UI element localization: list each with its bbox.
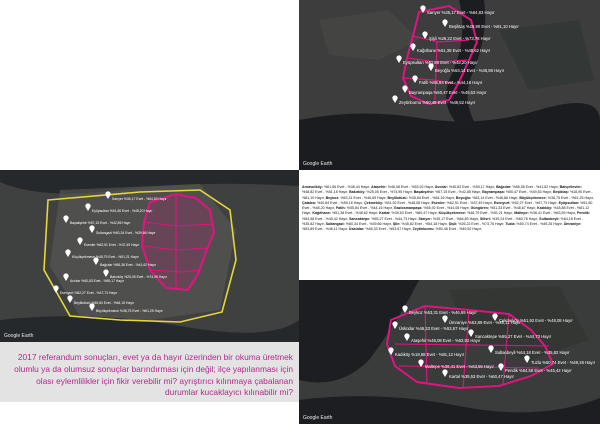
district-result: %55,27 Evet - %44,73 Hayır — [371, 216, 417, 221]
map-district-label: Sarıyer %35,17 Evet - %64,83 Hayır — [427, 10, 495, 15]
district-name: Çekmeköy: — [364, 200, 385, 205]
district-result: %53,89 Evet - %46,11 Hayır — [302, 227, 347, 232]
map-district-label: Kadıköy %18,88 Evet - %81,12 Hayır — [395, 352, 465, 357]
result-item: Beyoğlu: %53,14 Evet - %46,86 Hayır, — [455, 195, 520, 200]
map-district-label: Esenler %62,51 Evet - %37,49 Hayır — [84, 243, 140, 247]
district-result: %57,15 Evet - %42,85 Hayır — [435, 190, 481, 195]
district-result: %54,58 Evet - %45,42 Hayır — [302, 216, 348, 221]
district-name: Üsküdar: — [348, 227, 366, 232]
result-item: Esenyurt: %52,27 Evet - %47,73 Hayır, — [493, 200, 559, 205]
map-district-label: Büyükçekmece %38,75 Evet - %61,25 Hayır — [96, 309, 163, 313]
satellite-map — [0, 170, 299, 342]
district-result: %51,38 Evet - %48,62 Hayır — [331, 211, 378, 216]
result-item: Maltepe: %36,41 Evet - %63,59 Hayır, — [514, 211, 577, 216]
result-item: Bayrampaşa: %50,47 Evet - %49,53 Hayır, — [482, 190, 553, 195]
map-district-label: Sultangazi %60,34 Evet - %39,66 Hayır — [96, 231, 156, 235]
district-name: Ataşehir: — [371, 185, 388, 189]
district-name: Fatih: — [335, 206, 347, 211]
district-name: Tuzla: — [505, 222, 517, 227]
result-item: Güngören: %51,33 Evet - %48,67 Hayır, — [470, 206, 538, 211]
referendum-results-list — [302, 185, 594, 233]
map-district-label: Eyüpsultan %51,80 Evet - %48,20 Hayır — [92, 209, 153, 213]
district-name: Esenler: — [431, 200, 447, 205]
result-item: Sultanbeyli: %64,18 Evet - %35,82 Hayır, — [302, 216, 584, 227]
district-result: %35,17 Evet - %64,83 Hayır — [432, 216, 479, 221]
google-earth-logo: Google Earth — [4, 333, 34, 339]
map-district-label: Bakırköy %25,05 Evet - %74,95 Hayır — [110, 275, 167, 279]
result-item: Beylikdüzü: %35,84 Evet - %64,16 Hayır, — [387, 195, 456, 200]
map-district-label: Sarıyer %35,17 Evet - %64,83 Hayır — [112, 197, 167, 201]
map-district-label: Bağcılar %58,38 Evet - %41,62 Hayır — [100, 263, 157, 267]
result-item: Arnavutköy: %61,56 Evet - %38,44 Hayır, — [302, 185, 372, 189]
map-district-label: Fatih %55,84 Evet - %44,16 Hayır — [419, 80, 483, 85]
district-result: %53,31 Evet - %46,69 Hayır — [340, 195, 386, 200]
map-district-label: Avcılar %40,83 Evet - %59,17 Hayır — [70, 279, 125, 283]
result-item: Sarıyer: %35,17 Evet - %64,83 Hayır, — [418, 216, 481, 221]
map-district-label: Beykoz %53,31 Evet - %46,69 Hayır — [409, 310, 477, 315]
map-district-label: Ataşehir %46,08 Evet - %53,92 Hayır — [411, 338, 481, 343]
map-district-label: Maltepe %36,41 Evet - %63,59 Hayır — [425, 364, 494, 369]
district-result: %58,38 Evet - %41,62 Hayır — [512, 185, 558, 189]
district-name: Sultangazi: — [325, 222, 346, 227]
caption-box — [0, 342, 299, 402]
result-item: Beşiktaş: %18,90 Evet - %81,10 Hayır, — [302, 190, 593, 200]
google-earth-logo: Google Earth — [303, 161, 333, 167]
map-district-label: Sultanbeyli %64,18 Evet - %35,82 Hayır — [495, 350, 570, 355]
district-name: Ümraniye: — [563, 222, 582, 227]
result-item: Büyükçekmece: %38,75 Evet - %61,25 Hayır, — [519, 195, 594, 200]
result-item: Pendik: %54,58 Evet - %45,42 Hayır, — [302, 211, 590, 221]
map-district-label: Kartal %39,53 Evet - %60,47 Hayır — [449, 374, 514, 379]
district-result: %50,48 Evet - %49,52 Hayır — [435, 227, 481, 232]
district-name: Beyoğlu: — [455, 195, 473, 200]
district-name: Maltepe: — [514, 211, 530, 216]
district-name: Beylikdüzü: — [387, 195, 409, 200]
result-item: Kartal: %39,53 Evet - %60,47 Hayır, — [379, 211, 439, 216]
google-earth-logo: Google Earth — [303, 415, 333, 421]
district-result: %55,84 Evet - %44,16 Hayır — [346, 206, 392, 211]
district-result: %39,24 Evet - %60,76 Hayır — [492, 216, 538, 221]
result-item: Esenler: %62,51 Evet - %37,49 Hayır, — [431, 200, 494, 205]
district-result: %18,90 Evet - %81,10 Hayır — [302, 190, 593, 200]
district-result: %61,56 Evet - %38,44 Hayır — [323, 185, 370, 189]
map-panel-european-side[interactable] — [0, 170, 299, 342]
district-result: %35,84 Evet - %64,16 Hayır — [408, 195, 454, 200]
district-name: Büyükçekmece: — [519, 195, 548, 200]
district-name: Sultanbeyli: — [539, 216, 561, 221]
map-district-label: Tuzla %50,74 Evet - %49,26 Hayır — [531, 360, 596, 365]
map-district-label: Esenyurt %52,27 Evet - %47,73 Hayır — [60, 291, 118, 295]
district-name: Bağcılar: — [496, 185, 513, 189]
map-district-label: Küçükçekmece %48,79 Evet - %51,21 Hayır — [72, 255, 139, 259]
result-item: Kadıköy: %18,88 Evet - %81,12 Hayır, — [302, 206, 590, 216]
district-result: %40,83 Evet - %59,17 Hayır — [448, 185, 495, 189]
result-item: Tuzla: %50,74 Evet - %49,26 Hayır, — [505, 222, 564, 227]
result-item: Zeytinburnu: %50,48 Evet - %49,52 Hayır, — [412, 227, 482, 232]
district-name: Kadıköy: — [537, 206, 554, 211]
district-result: %26,22 Evet - %73,78 Hayır — [458, 222, 504, 227]
district-name: Beykoz: — [325, 195, 341, 200]
district-name: Güngören: — [470, 206, 490, 211]
district-result: %51,33 Evet - %48,67 Hayır — [490, 206, 536, 211]
district-name: Bakırköy: — [349, 190, 367, 195]
district-result: %48,82 Evet - %51,18 Hayır — [302, 190, 348, 195]
result-item: Şişli: %26,22 Evet - %73,78 Hayır, — [448, 222, 506, 227]
map-district-label: Ümraniye %53,89 Evet - %46,11 Hayır — [449, 320, 521, 325]
satellite-map — [299, 280, 600, 424]
result-item: Başakşehir: %57,15 Evet - %42,85 Hayır, — [413, 190, 483, 195]
district-name: Bayrampaşa: — [482, 190, 506, 195]
map-district-label: Beylikdüzü %35,84 Evet - %64,16 Hayır — [74, 301, 135, 305]
district-result: %51,80 Evet - %48,20 Hayır — [302, 200, 593, 211]
district-result: %39,53 Evet - %60,47 Hayır — [391, 211, 437, 216]
map-district-label: Beşiktaş %18,90 Evet - %81,10 Hayır — [449, 24, 519, 29]
district-result: %55,92 Evet - %44,08 Hayır — [423, 206, 469, 211]
map-panel-anatolian-side[interactable] — [299, 280, 600, 424]
map-district-label: Eyüpsultan %51,80 Evet - %48,20 Hayır — [403, 60, 478, 65]
district-name: Eyüpsultan: — [558, 200, 581, 205]
district-name: Başakşehir: — [413, 190, 436, 195]
district-name: Avcılar: — [434, 185, 449, 189]
result-item: Bahçelievler: %48,82 Evet - %51,18 Hayır, — [302, 185, 582, 195]
result-item: Sultangazi: %60,34 Evet - %39,66 Hayır, — [325, 222, 393, 227]
caption-text: 2017 referandum sonuçları, evet ya da hayır üzerinden bir okuma üretmek olumlu ya da olumsuz sonuçlar barındırması için değil; ilçe yapılanması için olası eylemlilikler için fikir verebilir mi? ayrıştırıcı kılınmaya çabalanan durumlar kucaklayıcı kılınabilir mi? — [14, 352, 293, 398]
district-result: %52,27 Evet - %47,73 Hayır — [511, 200, 557, 205]
map-panel-european-center[interactable] — [299, 0, 600, 170]
district-name: Sancaktepe: — [349, 216, 372, 221]
satellite-map — [299, 0, 600, 170]
district-result: %53,14 Evet - %46,86 Hayır — [472, 195, 518, 200]
district-result: %46,33 Evet - %53,67 Hayır — [365, 227, 411, 232]
map-district-label: Üsküdar %46,33 Evet - %53,67 Hayır — [399, 326, 469, 331]
map-district-label: Şişli %26,22 Evet - %73,78 Hayır — [429, 36, 491, 41]
result-item: Gaziosmanpaşa: %55,92 Evet - %44,08 Hayır, — [393, 206, 471, 211]
map-district-label: Zeytinburnu %50,48 Evet - %49,52 Hayır — [399, 100, 476, 105]
district-name: Kartal: — [379, 211, 392, 216]
result-item: Küçükçekmece: %48,79 Evet - %51,21 Hayır, — [438, 211, 515, 216]
district-name: Şişli: — [448, 222, 459, 227]
map-district-label: Kağıthane %51,38 Evet - %48,62 Hayır — [417, 48, 491, 53]
district-name: Kağıthane: — [312, 211, 332, 216]
district-result: %64,18 Evet - %35,82 Hayır — [302, 216, 584, 227]
district-result: %62,51 Evet - %37,49 Hayır — [446, 200, 492, 205]
district-result: %60,34 Evet - %39,66 Hayır — [345, 222, 391, 227]
district-result: %45,82 Evet - %54,18 Hayır — [401, 222, 447, 227]
result-item: Sancaktepe: %55,27 Evet - %44,73 Hayır, — [349, 216, 419, 221]
result-item: Çatalca: %40,84 Evet - %59,16 Hayır, — [302, 200, 365, 205]
map-district-label: Başakşehir %57,15 Evet - %42,85 Hayır — [70, 221, 131, 225]
result-item: Ataşehir: %46,08 Evet - %53,92 Hayır, — [371, 185, 435, 189]
result-item: Çekmeköy: %51,92 Evet - %48,08 Hayır, — [364, 200, 432, 205]
district-result: %36,41 Evet - %63,59 Hayır — [529, 211, 575, 216]
district-name: Gaziosmanpaşa: — [393, 206, 424, 211]
map-district-label: Pendik %54,58 Evet - %45,42 Hayır — [505, 368, 572, 373]
map-district-label: Beyoğlu %53,14 Evet - %46,86 Hayır — [435, 68, 505, 73]
district-result: %40,84 Evet - %59,16 Hayır — [316, 200, 363, 205]
result-item: Eyüpsultan: %51,80 Evet - %48,20 Hayır, — [302, 200, 593, 211]
district-name: Silivri: — [480, 216, 493, 221]
result-item: Ümraniye: %53,89 Evet - %46,11 Hayır, — [302, 222, 582, 232]
result-item: Şile: %45,82 Evet - %54,18 Hayır, — [392, 222, 449, 227]
district-name: Arnavutköy: — [302, 185, 324, 189]
result-item: Bağcılar: %58,38 Evet - %41,62 Hayır, — [496, 185, 560, 189]
district-name: Küçükçekmece: — [438, 211, 468, 216]
result-item: Silivri: %39,24 Evet - %60,76 Hayır, — [480, 216, 540, 221]
result-item: Bakırköy: %25,05 Evet - %74,95 Hayır, — [349, 190, 414, 195]
district-name: Çatalca: — [302, 200, 317, 205]
result-item: Avcılar: %40,83 Evet - %59,17 Hayır, — [434, 185, 497, 189]
map-district-label: Sancaktepe %55,27 Evet - %44,73 Hayır — [475, 334, 552, 339]
district-result: %18,88 Evet - %81,12 Hayır — [302, 206, 590, 216]
district-name: Zeytinburnu: — [412, 227, 436, 232]
district-name: Bahçelievler: — [559, 185, 582, 189]
district-name: Esenyurt: — [493, 200, 512, 205]
district-name: Şile: — [392, 222, 402, 227]
district-result: %51,92 Evet - %48,08 Hayır — [384, 200, 430, 205]
map-district-label: Çekmeköy %51,92 Evet - %48,08 Hayır — [499, 318, 573, 323]
district-result: %50,47 Evet - %49,53 Hayır — [505, 190, 551, 195]
district-name: Sarıyer: — [418, 216, 433, 221]
district-result: %38,75 Evet - %61,25 Hayır — [547, 195, 593, 200]
result-item: Kağıthane: %51,38 Evet - %48,62 Hayır, — [312, 211, 380, 216]
district-result: %50,74 Evet - %49,26 Hayır — [516, 222, 562, 227]
result-item: Fatih: %55,84 Evet - %44,16 Hayır, — [335, 206, 394, 211]
district-result: %46,08 Evet - %53,92 Hayır — [387, 185, 433, 189]
district-result: %48,79 Evet - %51,21 Hayır — [467, 211, 513, 216]
map-district-label: Bayrampaşa %50,47 Evet - %49,53 Hayır — [409, 90, 487, 95]
district-result: %25,05 Evet - %74,95 Hayır — [366, 190, 412, 195]
result-item: Üsküdar: %46,33 Evet - %53,67 Hayır, — [348, 227, 413, 232]
district-name: Beşiktaş: — [552, 190, 570, 195]
result-item: Beykoz: %53,31 Evet - %46,69 Hayır, — [325, 195, 388, 200]
district-name: Pendik: — [576, 211, 590, 216]
